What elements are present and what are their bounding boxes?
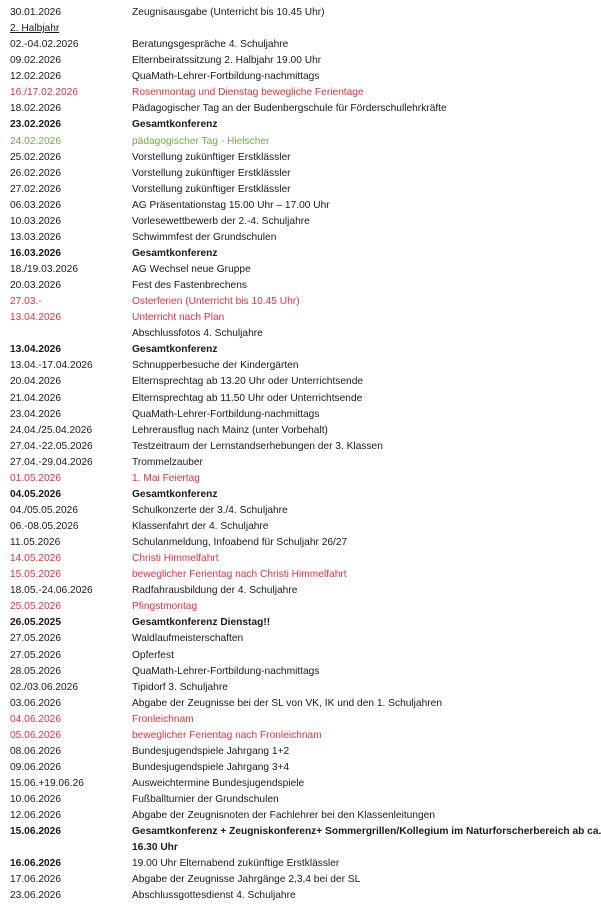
entry-description: Beratungsgespräche 4. Schuljahre	[132, 39, 289, 51]
entry-date: 27.03.-	[10, 296, 42, 308]
entry-date: 12.02.2026	[10, 71, 61, 83]
entry-description: 1. Mai Feiertag	[132, 472, 200, 484]
entry-date: 25.05.2026	[10, 601, 61, 613]
entry-description: Abgabe der Zeugnisse Jahrgänge 2,3,4 bei der SL	[132, 874, 361, 886]
entry-description: Ausweichtermine Bundesjugendspiele	[132, 778, 305, 789]
entry-date: 08.06.2026	[10, 745, 61, 757]
entry-date: 21.04.2026	[10, 392, 61, 404]
section-heading-row	[0, 21, 601, 37]
calendar-entry	[0, 728, 601, 744]
entry-date: 15.06.+19.06.26	[10, 778, 84, 789]
calendar-entry	[0, 824, 601, 840]
entry-date: 24.02.2026	[10, 135, 61, 147]
calendar-entry	[0, 246, 601, 262]
entry-description: Abgabe der Zeugnisse bei der SL von VK, IK und den 1. Schuljahren	[132, 697, 442, 709]
entry-description: Bundesjugendspiele Jahrgang 1+2	[132, 745, 290, 757]
calendar-entry	[0, 648, 601, 664]
calendar-entry	[0, 374, 601, 390]
calendar-entry	[0, 664, 601, 680]
entry-description: Elternsprechtag ab 13.20 Uhr oder Unterrichtsende	[132, 376, 364, 388]
calendar-entry	[0, 535, 601, 551]
entry-date: 30.01.2026	[10, 7, 61, 18]
entry-description: Zeugnisausgabe (Unterricht bis 10.45 Uhr)	[132, 7, 325, 18]
entry-description: QuaMath-Lehrer-Fortbildung-nachmittags	[132, 665, 320, 677]
entry-description: beweglicher Ferientag nach Fronleichnam	[132, 729, 322, 741]
entry-description: 19.00 Uhr Elternabend zukünftige Erstklässler	[132, 858, 340, 870]
entry-description: Abschlussfotos 4. Schuljahre	[132, 328, 263, 340]
entry-description: QuaMath-Lehrer-Fortbildung-nachmittags	[132, 71, 320, 83]
entry-date: 18./19.03.2026	[10, 264, 78, 275]
entry-description: Schulanmeldung, Infoabend für Schuljahr 26/27	[132, 537, 348, 549]
calendar-entry	[0, 888, 601, 904]
entry-description: Klassenfahrt der 4. Schuljahre	[132, 521, 269, 532]
entry-date: 05.06.2026	[10, 729, 61, 741]
calendar-entry	[0, 310, 601, 326]
entry-date: 27.04.-22.05.2026	[10, 440, 93, 452]
entry-date: 24.04./25.04.2026	[10, 424, 93, 436]
entry-description: Gesamtkonferenz	[132, 247, 218, 259]
calendar-entry	[0, 423, 601, 439]
entry-description: Osterferien (Unterricht bis 10.45 Uhr)	[132, 296, 300, 308]
entry-description: beweglicher Ferientag nach Christi Himmelfahrt	[132, 569, 347, 581]
entry-description: Vorlesewettbewerb der 2.-4. Schuljahre	[132, 215, 310, 227]
calendar-entry	[0, 599, 601, 615]
calendar-entry	[0, 150, 601, 166]
calendar-entry	[0, 69, 601, 85]
entry-date: 23.04.2026	[10, 408, 61, 420]
calendar-entry	[0, 455, 601, 471]
calendar-entry	[0, 342, 601, 358]
calendar-entry	[0, 326, 601, 342]
entry-description: Gesamtkonferenz Dienstag!!	[132, 617, 271, 629]
entry-description: AG Präsentationstag 15.00 Uhr – 17.00 Uhr	[132, 199, 330, 211]
calendar-entry	[0, 230, 601, 246]
entry-date: 09.06.2026	[10, 761, 61, 773]
calendar-entry	[0, 278, 601, 294]
entry-description: Trommelzauber	[132, 456, 203, 468]
entry-description: Schwimmfest der Grundschulen	[132, 231, 277, 243]
calendar-entry	[0, 262, 601, 278]
entry-description: Radfahrausbildung der 4. Schuljahre	[132, 585, 298, 597]
calendar-entry	[0, 487, 601, 503]
calendar-entry	[0, 85, 601, 101]
entry-description: Waldlaufmeisterschaften	[132, 633, 244, 645]
calendar-entry	[0, 567, 601, 583]
calendar-entry	[0, 760, 601, 776]
entry-date: 04.05.2026	[10, 488, 61, 500]
entry-date: 27.05.2026	[10, 633, 61, 645]
calendar-entry	[0, 680, 601, 696]
entry-date: 01.05.2026	[10, 472, 61, 484]
entry-description	[132, 21, 601, 37]
entry-description: Vorstellung zukünftiger Erstklässler	[132, 167, 291, 179]
entry-description: pädagogischer Tag - Hielscher	[132, 135, 270, 147]
calendar-entry	[0, 696, 601, 712]
calendar-entry	[0, 37, 601, 53]
entry-description: Abschlussgottesdienst 4. Schuljahre	[132, 890, 296, 902]
calendar-entry	[0, 712, 601, 728]
entry-date: 06.-08.05.2026	[10, 521, 79, 532]
entry-description: Unterricht nach Plan	[132, 312, 225, 324]
entry-date: 18.02.2026	[10, 103, 61, 115]
entry-date: 13.04.-17.04.2026	[10, 360, 93, 372]
entry-date: 25.02.2026	[10, 151, 61, 163]
entry-description: Christi Himmelfahrt	[132, 553, 219, 565]
calendar-entry	[0, 53, 601, 69]
calendar-entry	[0, 117, 601, 133]
calendar-entry	[0, 872, 601, 888]
calendar-entry	[0, 134, 601, 150]
entry-description: Gesamtkonferenz + Zeugniskonferenz+ Sommergrillen/Kollegium im Naturforscherbereich ab ca.	[132, 826, 601, 838]
calendar-entry	[0, 166, 601, 182]
entry-description: Elternbeiratssitzung 2. Halbjahr 19.00 Uhr	[132, 55, 322, 67]
entry-description: Pädagogischer Tag an der Budenbergschule für Förderschullehrkräfte	[132, 103, 447, 115]
entry-description: Schulkonzerte der 3./4. Schuljahre	[132, 504, 288, 516]
entry-description: Rosenmontag und Dienstag bewegliche Ferientage	[132, 87, 364, 99]
entry-date: 27.04.-29.04.2026	[10, 456, 93, 468]
entry-date: 12.06.2026	[10, 810, 61, 822]
entry-date: 09.02.2026	[10, 55, 61, 67]
entry-description: Fest des Fastenbrechens	[132, 280, 247, 292]
entry-date: 27.02.2026	[10, 183, 61, 195]
calendar-entry	[0, 214, 601, 230]
entry-description: Schnupperbesuche der Kindergärten	[132, 360, 299, 372]
entry-description: Gesamtkonferenz	[132, 119, 218, 131]
entry-date: 28.05.2026	[10, 665, 61, 677]
calendar-entry	[0, 808, 601, 824]
entry-date: 16.06.2026	[10, 858, 61, 870]
entry-date: 11.05.2026	[10, 537, 61, 549]
entry-date: 02./03.06.2026	[10, 681, 78, 693]
entry-date: 14.05.2026	[10, 553, 61, 565]
calendar-entry	[0, 840, 601, 856]
section-heading: 2. Halbjahr	[10, 23, 60, 35]
entry-description: Gesamtkonferenz	[132, 488, 218, 500]
entry-date: 04./05.05.2026	[10, 504, 78, 516]
entry-description: Fußballturnier der Grundschulen	[132, 794, 279, 806]
entry-description: Abgabe der Zeugnisnoten der Fachlehrer bei den Klassenleitungen	[132, 810, 436, 822]
entry-date	[0, 326, 132, 342]
calendar-entry	[0, 615, 601, 631]
entry-description: Elternsprechtag ab 11.50 Uhr oder Unterrichtsende	[132, 392, 363, 404]
entry-description: Pfingstmontag	[132, 601, 198, 613]
entry-date: 13.03.2026	[10, 231, 61, 243]
entry-description: AG Wechsel neue Gruppe	[132, 264, 251, 275]
calendar-entry	[0, 631, 601, 647]
calendar-entry	[0, 5, 601, 21]
calendar-entry	[0, 856, 601, 872]
entry-date: 10.03.2026	[10, 215, 61, 227]
entry-date: 15.06.2026	[10, 826, 61, 838]
calendar-entry	[0, 776, 601, 792]
entry-description: Gesamtkonferenz	[132, 344, 218, 356]
calendar-entry	[0, 391, 601, 407]
entry-date: 26.05.2025	[10, 617, 61, 629]
calendar-entry	[0, 792, 601, 808]
entry-date: 13.04.2026	[10, 344, 61, 356]
entry-description: Vorstellung zukünftiger Erstklässler	[132, 183, 291, 195]
entry-date: 27.05.2026	[10, 649, 61, 661]
entry-date: 20.03.2026	[10, 280, 61, 292]
entry-date: 23.02.2026	[10, 119, 61, 131]
calendar-entry	[0, 294, 601, 310]
calendar-entry	[0, 182, 601, 198]
entry-date: 10.06.2026	[10, 794, 61, 806]
calendar-entry	[0, 101, 601, 117]
calendar-entry	[0, 358, 601, 374]
entry-description: Testzeitraum der Lernstandserhebungen der 3. Klassen	[132, 440, 383, 452]
entry-description: 16.30 Uhr	[132, 842, 178, 854]
calendar-entry	[0, 551, 601, 567]
entry-date: 20.04.2026	[10, 376, 61, 388]
entry-date: 23.06.2026	[10, 890, 61, 902]
calendar-entry	[0, 407, 601, 423]
entry-date: 16.03.2026	[10, 247, 61, 259]
entry-description: Vorstellung zukünftiger Erstklässler	[132, 151, 291, 163]
entry-date: 04.06.2026	[10, 713, 61, 725]
entry-description: Tipidorf 3. Schuljahre	[132, 681, 228, 693]
entry-description: Opferfest	[132, 649, 174, 661]
entry-date: 18.05.-24.06.2026	[10, 585, 93, 597]
calendar-entry	[0, 744, 601, 760]
calendar-entry	[0, 198, 601, 214]
calendar-entry	[0, 519, 601, 535]
entry-date: 16./17.02.2026	[10, 87, 78, 99]
entry-description: QuaMath-Lehrer-Fortbildung-nachmittags	[132, 408, 320, 420]
entry-date: 03.06.2026	[10, 697, 61, 709]
calendar-entry	[0, 471, 601, 487]
entry-date: 06.03.2026	[10, 199, 61, 211]
entry-date: 13.04.2026	[10, 312, 61, 324]
entry-date: 15.05.2026	[10, 569, 61, 581]
entry-date	[0, 840, 132, 856]
calendar-entry	[0, 583, 601, 599]
entry-date: 17.06.2026	[10, 874, 61, 886]
entry-description: Lehrerausflug nach Mainz (unter Vorbehalt)	[132, 424, 328, 436]
calendar-entry	[0, 439, 601, 455]
entry-description: Bundesjugendspiele Jahrgang 3+4	[132, 761, 290, 773]
entry-date: 26.02.2026	[10, 167, 61, 179]
entry-date: 02.-04.02.2026	[10, 39, 79, 51]
calendar-entry	[0, 503, 601, 519]
entry-description: Fronleichnam	[132, 713, 194, 725]
